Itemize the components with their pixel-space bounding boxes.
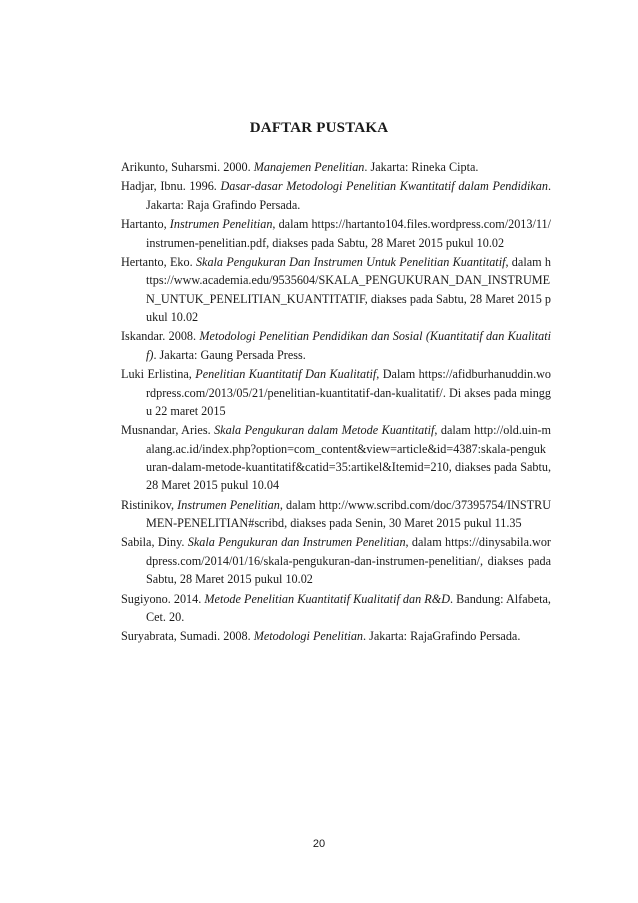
reference-item: [121, 177, 551, 214]
reference-publisher: . Bandung: Alfabeta, Cet. 20.: [146, 591, 551, 624]
reference-item: [121, 253, 551, 326]
reference-publisher: , dalam https://hartanto104.files.wordpress.com/2013/11/instrumen-penelitian.pdf, diakses pada Sabtu, 28 Maret 2015 pukul 10.02: [146, 217, 552, 250]
reference-author: Ristinikov,: [121, 497, 178, 512]
reference-title: Skala Pengukuran dan Instrumen Penelitian: [187, 535, 406, 550]
reference-item: [121, 158, 551, 176]
reference-author: Hadjar, Ibnu. 1996.: [121, 179, 221, 194]
reference-author: Suryabrata, Sumadi. 2008.: [121, 629, 254, 644]
reference-publisher: . Jakarta: Rineka Cipta.: [364, 160, 479, 174]
reference-publisher: , dalam http://www.scribd.com/doc/37395754/INSTRUMEN-PENELITIAN#scribd, diakses pada Senin, 30 Maret 2015 pukul 11.35: [146, 497, 551, 530]
reference-item: [121, 533, 551, 588]
reference-publisher: , dalam http://old.uin-malang.ac.id/index.php?option=com_content&view=article&id=4387:skala-pengukuran-dalam-metode-kuantitatif&catid=35:artikel&Itemid=210, diakses pada Sabtu, 28 Maret 2015 pukul 10.04: [146, 423, 551, 493]
reference-title: Metodologi Penelitian: [253, 629, 364, 644]
reference-author: Sugiyono. 2014.: [121, 591, 205, 606]
reference-item: [121, 215, 551, 252]
reference-title: Skala Pengukuran Dan Instrumen Untuk Penelitian Kuantitatif: [195, 255, 506, 270]
reference-publisher: , dalam https://dinysabila.wordpress.com/2014/01/16/skala-pengukuran-dan-instrumen-penelitian/, diakses pada Sabtu, 28 Maret 2015 pukul 10.02: [146, 535, 551, 587]
reference-publisher: . Jakarta: Raja Grafindo Persada.: [146, 179, 551, 212]
reference-title: Dasar-dasar Metodologi Penelitian Kwantitatif dalam Pendidikan: [220, 179, 548, 194]
reference-item: [121, 496, 551, 533]
reference-item: [121, 365, 551, 420]
reference-title: Instrumen Penelitian: [177, 497, 280, 512]
reference-author: Iskandar. 2008.: [121, 329, 200, 344]
reference-title: Manajemen Penelitian: [253, 160, 365, 174]
reference-publisher: , dalam https://www.academia.edu/9535604/SKALA_PENGUKURAN_DAN_INSTRUMEN_UNTUK_PENELITIAN_KUANTITATIF, diakses pada Sabtu, 28 Maret 2015 pukul 10.02: [146, 255, 551, 324]
reference-author: Arikunto, Suharsmi. 2000.: [121, 160, 254, 174]
reference-title: Instrumen Penelitian: [169, 217, 273, 232]
reference-item: [121, 590, 551, 627]
page-title: DAFTAR PUSTAKA: [249, 120, 389, 136]
reference-item: [121, 627, 551, 645]
reference-author: Luki Erlistina,: [121, 367, 196, 382]
reference-title: Metodologi Penelitian Pendidikan dan Sosial (Kuantitatif dan Kualitatif): [146, 329, 551, 362]
page-number: 20: [312, 838, 326, 850]
reference-publisher: . Jakarta: Gaung Persada Press.: [153, 347, 306, 362]
reference-publisher: , Dalam https://afidburhanuddin.wordpress.com/2013/05/21/penelitian-kuantitatif-dan-kualitatif/. Di akses pada minggu 22 maret 2015: [146, 367, 552, 418]
reference-author: Hertanto, Eko.: [121, 255, 196, 270]
reference-author: Hartanto,: [121, 217, 170, 232]
reference-item: [121, 327, 551, 364]
reference-item: [121, 421, 551, 494]
reference-author: Sabila, Diny.: [121, 535, 188, 550]
reference-title: Metode Penelitian Kuantitatif Kualitatif dan R&D: [204, 591, 451, 606]
reference-title: Skala Pengukuran dalam Metode Kuantitatif: [214, 423, 435, 438]
reference-publisher: . Jakarta: RajaGrafindo Persada.: [363, 629, 521, 644]
reference-author: Musnandar, Aries.: [121, 423, 215, 438]
reference-list: [121, 158, 551, 647]
reference-title: Penelitian Kuantitatif Dan Kualitatif: [195, 367, 377, 382]
